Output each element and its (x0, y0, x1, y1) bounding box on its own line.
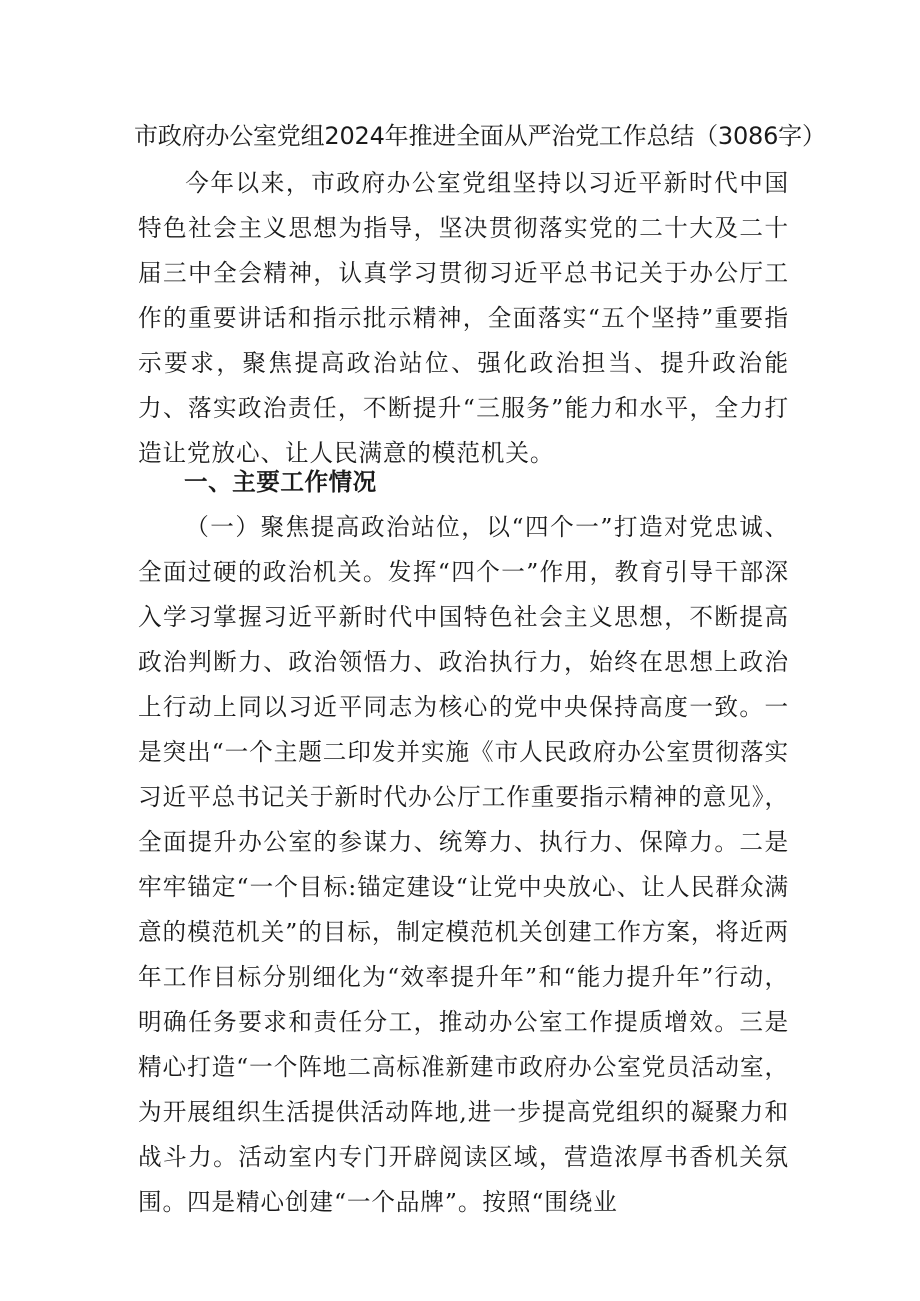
document-title: 市政府办公室党组2024年推进全面从严治党工作总结（3086字） (134, 122, 826, 150)
section1-paragraph: （一）聚焦提高政治站位，以“四个一”打造对党忠诚、全面过硬的政治机关。发挥“四个一”作用，教育引导干部深入学习掌握习近平新时代中国特色社会主义思想，不断提高政治判断力、政治领悟力、政治执行力，始终在思想上政治上行动上同以习近平同志为核心的党中央保持高度一致。一是突出“一个主题二印发并实施《市人民政府办公室贯彻落实习近平总书记关于新时代办公厅工作重要指示精神的意见》，全面提升办公室的参谋力、统筹力、执行力、保障力。二是牢牢锚定“一个目标:锚定建设“让党中央放心、让人民群众满意的模范机关”的目标，制定模范机关创建工作方案，将近两年工作目标分别细化为“效率提升年”和“能力提升年”行动，明确任务要求和责任分工，推动办公室工作提质增效。三是精心打造“一个阵地二高标准新建市政府办公室党员活动室，为开展组织生活提供活动阵地,进一步提高党组织的凝聚力和战斗力。活动室内专门开辟阅读区域，营造浓厚书香机关氛围。四是精心创建“一个品牌”。按照“围绕业 (138, 513, 789, 1216)
intro-paragraph: 今年以来，市政府办公室党组坚持以习近平新时代中国特色社会主义思想为指导，坚决贯彻落实党的二十大及二十届三中全会精神，认真学习贯彻习近平总书记关于办公厅工作的重要讲话和指示批示精神，全面落实“五个坚持”重要指示要求，聚焦提高政治站位、强化政治担当、提升政治能力、落实政治责任，不断提升“三服务”能力和水平，全力打造让党放心、让人民满意的模范机关。 (138, 169, 789, 467)
section-heading: 一、主要工作情况 (184, 468, 377, 496)
